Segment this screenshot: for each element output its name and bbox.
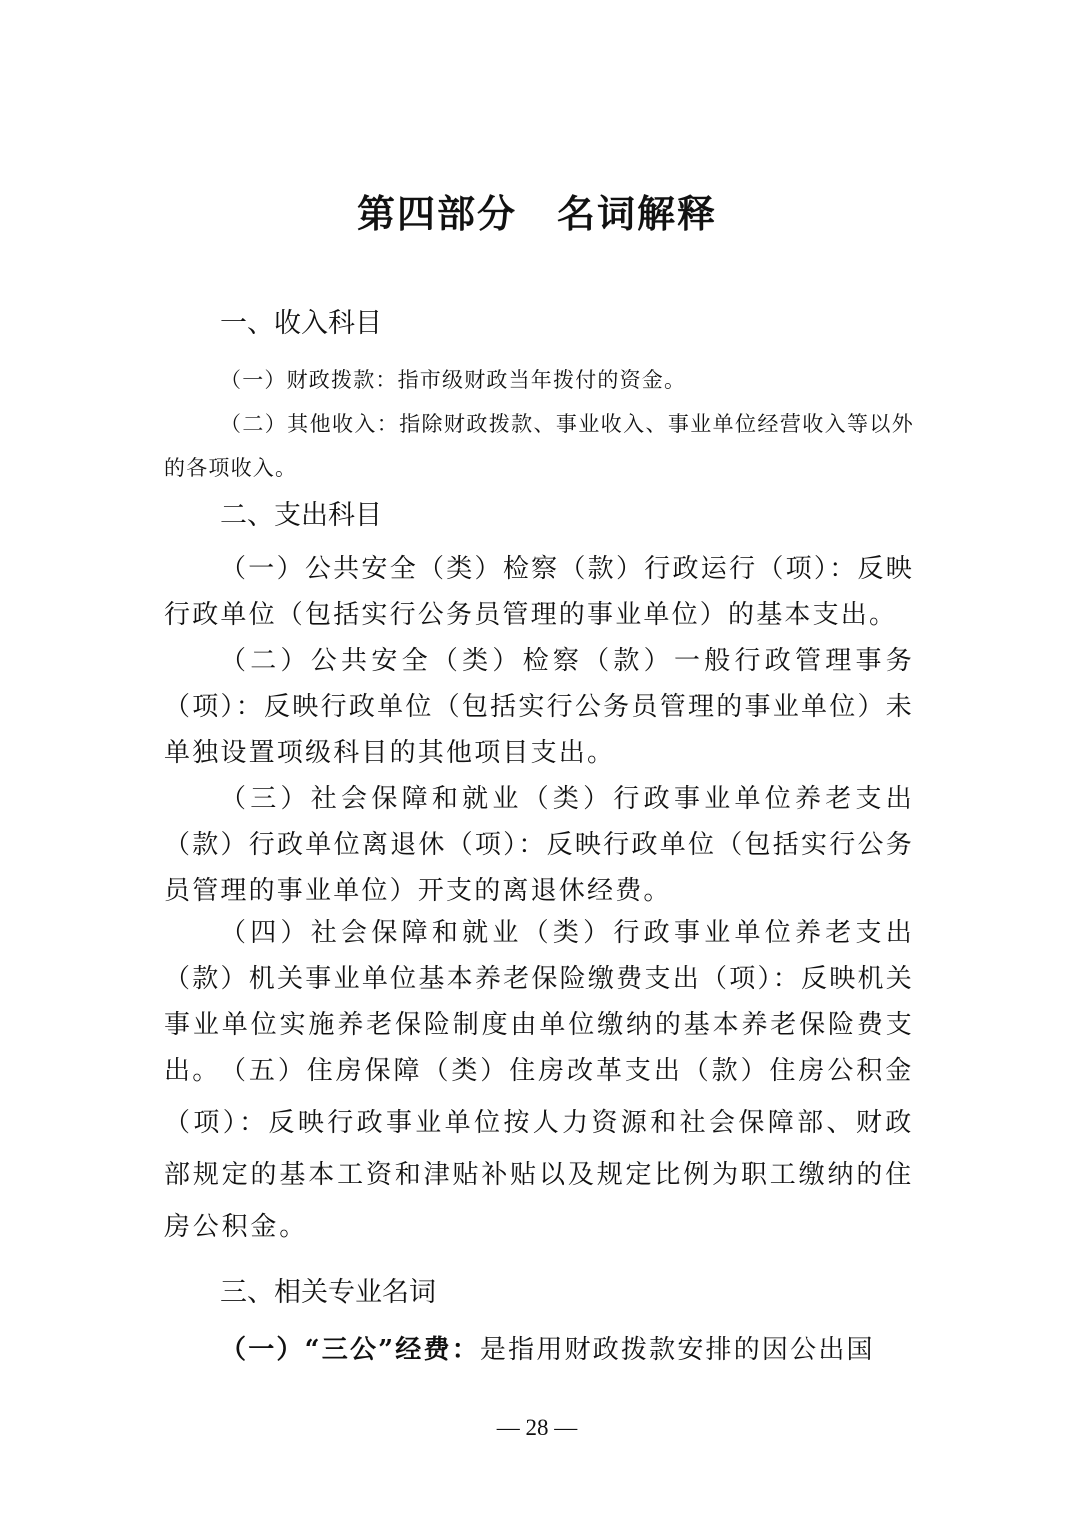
paragraph-three-public-expenses [164,1327,914,1373]
paragraph-general-admin-affairs: （二）公共安全（类）检察（款）一般行政管理事务（项）：反映行政单位（包括实行公务员管理的事业单位）未单独设置项级科目的其他项目支出。 [164,646,914,768]
page-number: — 28 — [496,1415,578,1440]
page-title: 第四部分 名词解释 [356,192,717,236]
paragraph-retirement: （三）社会保障和就业（类）行政事业单位养老支出（款）行政单位离退休（项）：反映行政单位（包括实行公务员管理的事业单位）开支的离退休经费。 [164,784,914,906]
paragraph-pension-insurance: （四）社会保障和就业（类）行政事业单位养老支出（款）机关事业单位基本养老保险缴费支出（项）：反映机关事业单位实施养老保险制度由单位缴纳的基本养老保险费支出。 [164,918,914,1086]
term-definition: 是指用财政拨款安排的因公出国 [479,1335,875,1365]
paragraph-other-income: （二）其他收入：指除财政拨款、事业收入、事业单位经营收入等以外的各项收入。 [164,412,914,480]
paragraph-fiscal-appropriation: （一）财政拨款：指市级财政当年拨付的资金。 [220,368,687,392]
section-heading-terms: 三、相关专业名词 [220,1277,436,1308]
paragraph-housing-fund: （五）住房保障（类）住房改革支出（款）住房公积金（项）：反映行政事业单位按人力资源和社会保障部、财政部规定的基本工资和津贴补贴以及规定比例为职工缴纳的住房公积金。 [164,1056,914,1242]
section-heading-expenditure: 二、支出科目 [220,500,382,531]
section-heading-income: 一、收入科目 [220,308,382,339]
paragraph-procuratorate-operations: （一）公共安全（类）检察（款）行政运行（项）：反映行政单位（包括实行公务员管理的事业单位）的基本支出。 [164,554,914,630]
term-label: （一）“三公”经费： [220,1335,480,1365]
